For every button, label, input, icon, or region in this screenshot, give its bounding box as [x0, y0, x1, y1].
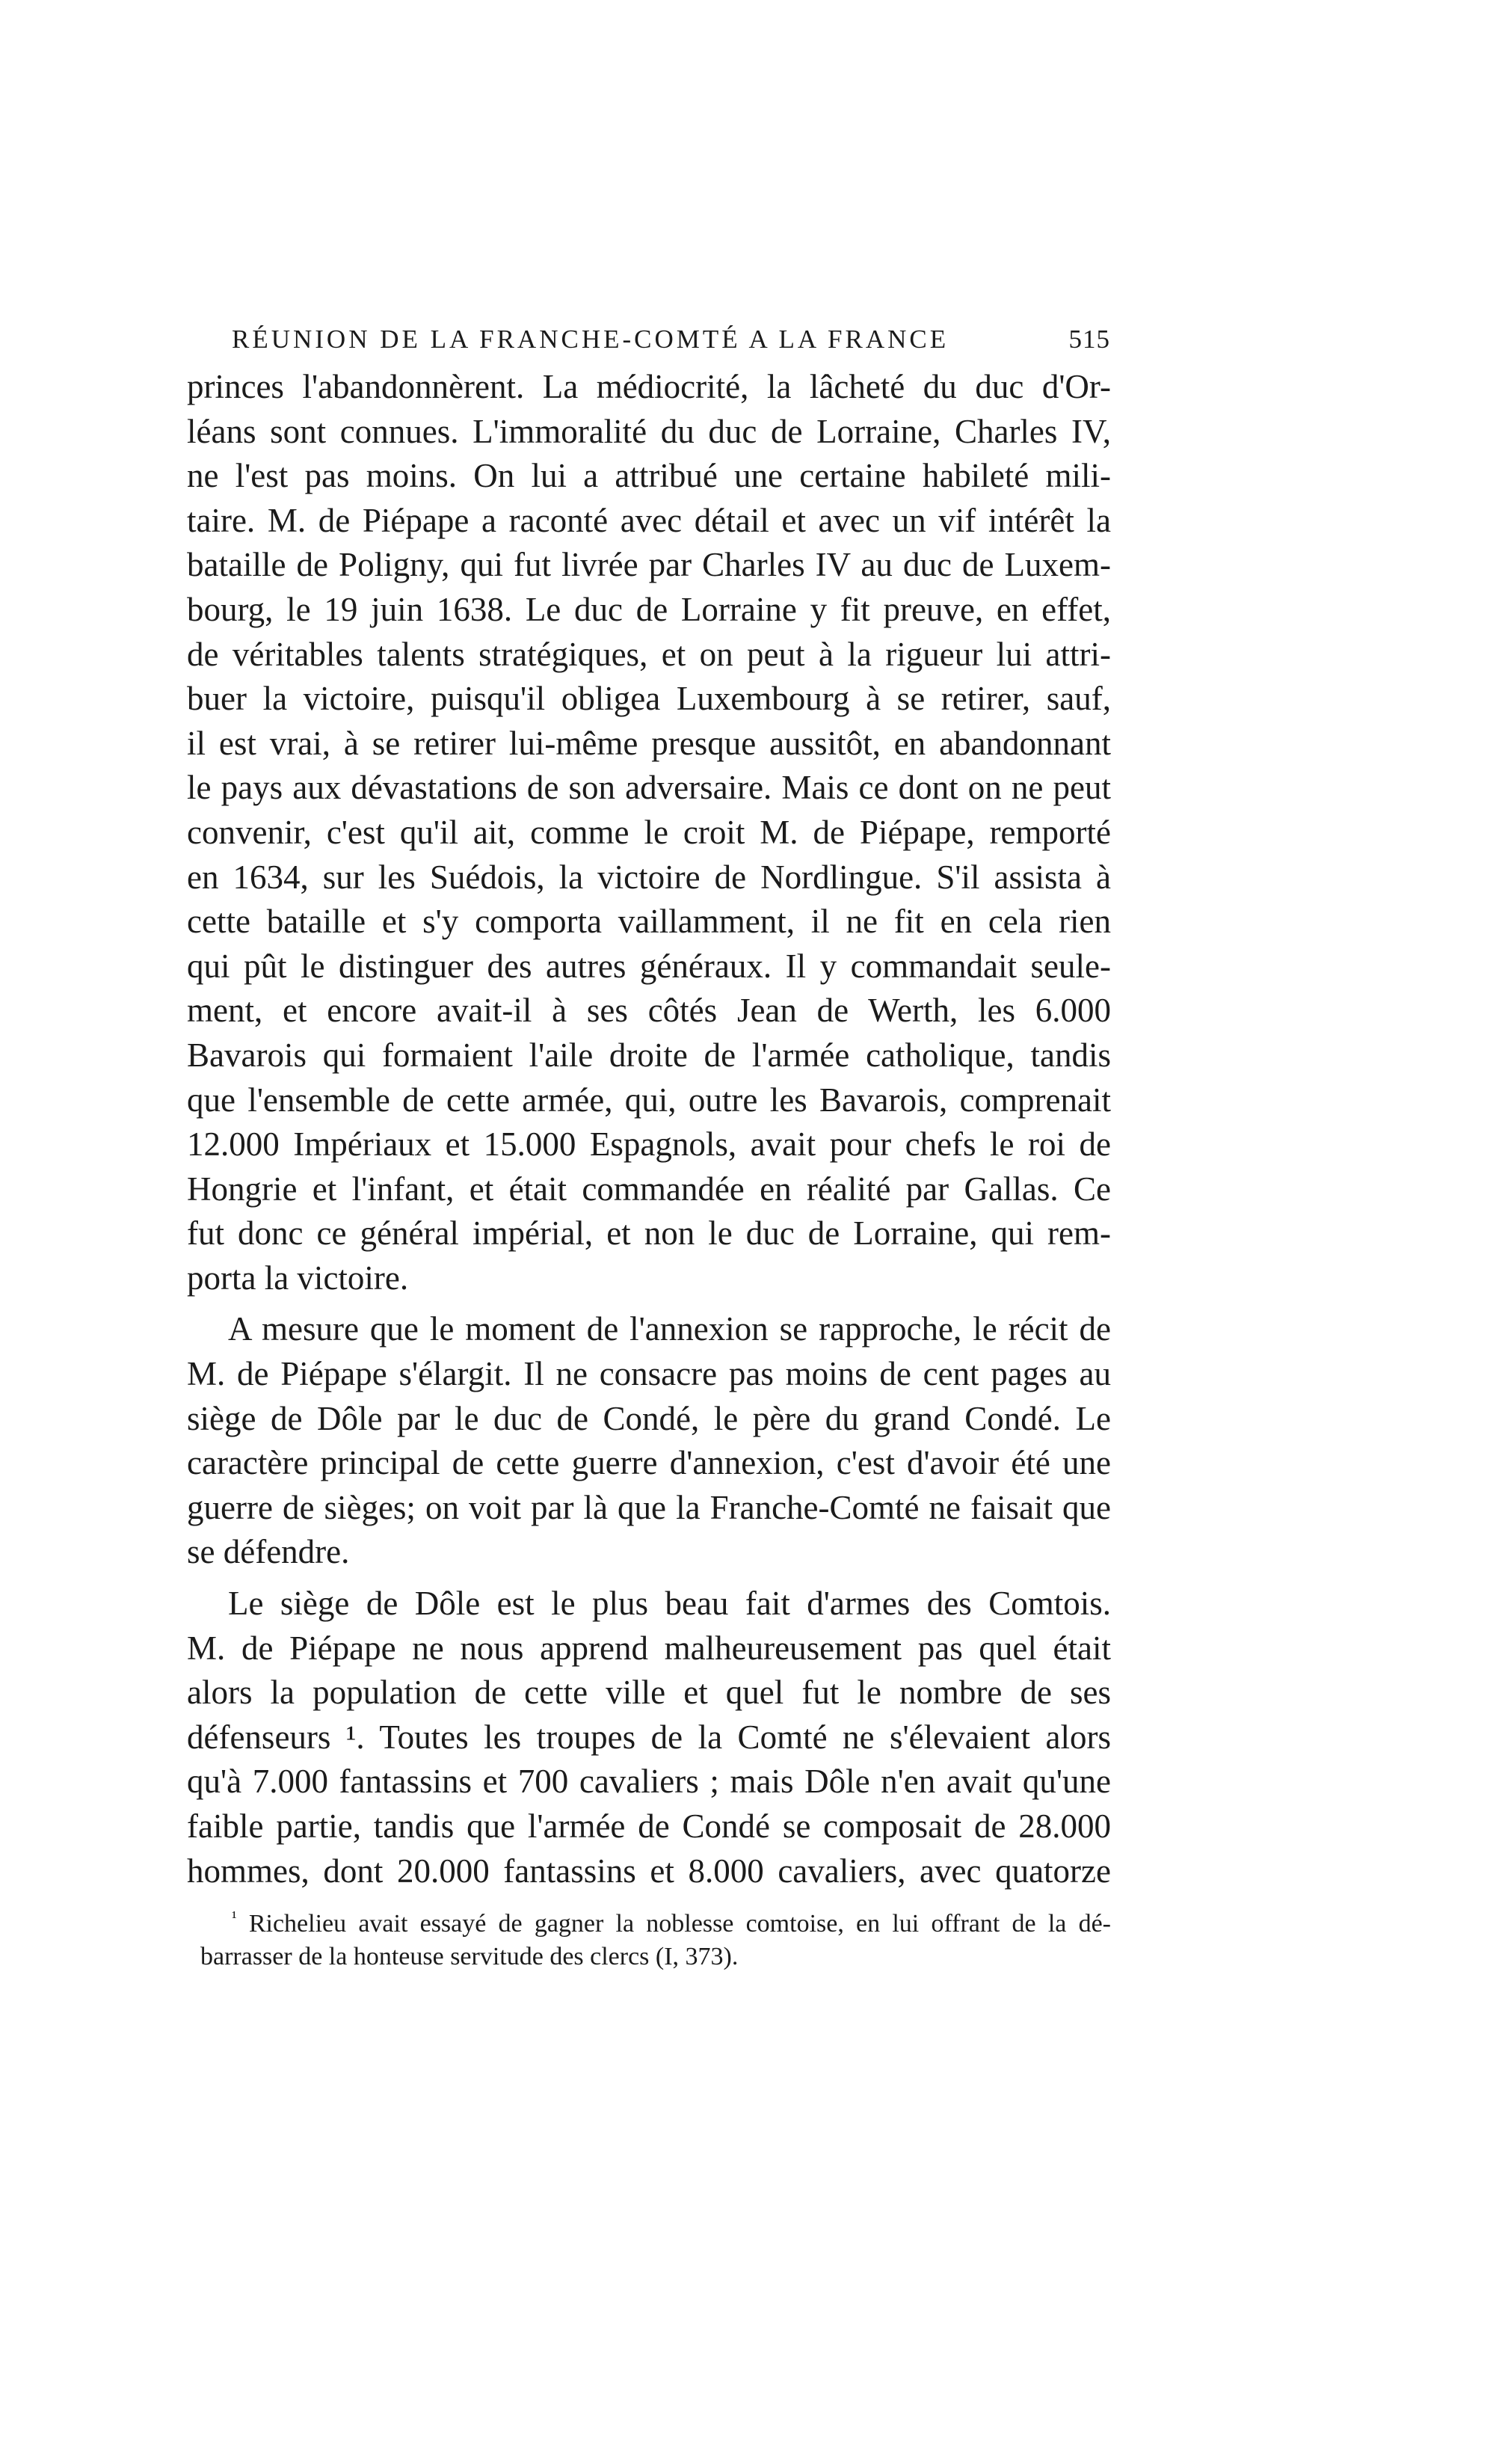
- text-line: il est vrai, à se retirer lui-même presque aussitôt, en abandonnant: [187, 724, 1111, 762]
- text-line: léans sont connues. L'immoralité du duc de Lorraine, Charles IV,: [187, 412, 1111, 450]
- footnote-line: [200, 1901, 1111, 1941]
- text-line: buer la victoire, puisqu'il obligea Luxembourg à se retirer, sauf,: [187, 680, 1111, 718]
- text-line: taire. M. de Piépape a raconté avec détail et avec un vif intérêt la: [187, 501, 1111, 539]
- text-line: 12.000 Impériaux et 15.000 Espagnols, avait pour chefs le roi de: [187, 1125, 1111, 1164]
- running-title: RÉUNION DE LA FRANCHE-COMTÉ A LA FRANCE: [232, 325, 949, 354]
- text-line: bourg, le 19 juin 1638. Le duc de Lorraine y fit preuve, en effet,: [187, 590, 1111, 628]
- text-line: caractère principal de cette guerre d'annexion, c'est d'avoir été une: [187, 1444, 1111, 1482]
- text-line: siège de Dôle par le duc de Condé, le père du grand Condé. Le: [187, 1399, 1111, 1437]
- text-line: guerre de sièges; on voit par là que la Franche-Comté ne faisait que: [187, 1488, 1111, 1526]
- text-line: hommes, dont 20.000 fantassins et 8.000 cavaliers, avec quatorze: [187, 1852, 1111, 1890]
- footnote-marker: ¹: [232, 1908, 237, 1926]
- page-number: 515: [1068, 325, 1110, 354]
- body-text: [187, 365, 1111, 1893]
- paragraph-2: [187, 1307, 1111, 1575]
- text-line: se défendre.: [187, 1533, 350, 1571]
- text-line: que l'ensemble de cette armée, qui, outre les Bavarois, comprenait: [187, 1081, 1111, 1119]
- text-line: fut donc ce général impérial, et non le duc de Lorraine, qui rem-: [187, 1214, 1111, 1253]
- text-line: ment, et encore avait-il à ses côtés Jean de Werth, les 6.000: [187, 992, 1111, 1030]
- text-line: en 1634, sur les Suédois, la victoire de Nordlingue. S'il assista à: [187, 858, 1111, 896]
- text-line: alors la population de cette ville et quel fut le nombre de ses: [187, 1674, 1111, 1712]
- text-line: A mesure que le moment de l'annexion se rapproche, le récit de: [228, 1310, 1111, 1348]
- paragraph-3: [187, 1582, 1111, 1893]
- text-line: Bavarois qui formaient l'aile droite de l'armée catholique, tandis: [187, 1036, 1111, 1074]
- paragraph-1: [187, 365, 1111, 1300]
- text-line: qui pût le distinguer des autres généraux. Il y commandait seule-: [187, 947, 1111, 985]
- text-line: convenir, c'est qu'il ait, comme le croit M. de Piépape, remporté: [187, 813, 1111, 851]
- text-line: faible partie, tandis que l'armée de Condé se composait de 28.000: [187, 1807, 1111, 1845]
- footnote-line: barrasser de la honteuse servitude des clercs (I, 373).: [200, 1943, 739, 1970]
- footnote: [200, 1901, 1111, 1973]
- footnote-text: Richelieu avait essayé de gagner la noblesse comtoise, en lui offrant de la dé-: [248, 1910, 1111, 1938]
- text-line: porta la victoire.: [187, 1259, 409, 1297]
- text-line: le pays aux dévastations de son adversaire. Mais ce dont on ne peut: [187, 769, 1111, 807]
- text-line: Hongrie et l'infant, et était commandée en réalité par Gallas. Ce: [187, 1170, 1111, 1208]
- text-line: cette bataille et s'y comporta vaillamment, il ne fit en cela rien: [187, 903, 1111, 941]
- text-line: M. de Piépape s'élargit. Il ne consacre pas moins de cent pages au: [187, 1355, 1111, 1393]
- text-line: qu'à 7.000 fantassins et 700 cavaliers ; mais Dôle n'en avait qu'une: [187, 1763, 1111, 1801]
- text-line: M. de Piépape ne nous apprend malheureusement pas quel était: [187, 1629, 1111, 1667]
- text-line: princes l'abandonnèrent. La médiocrité, la lâcheté du duc d'Or-: [187, 368, 1111, 405]
- text-line: de véritables talents stratégiques, et on peut à la rigueur lui attri-: [187, 635, 1111, 673]
- text-line: Le siège de Dôle est le plus beau fait d'armes des Comtois.: [228, 1585, 1111, 1623]
- text-line: bataille de Poligny, qui fut livrée par Charles IV au duc de Luxem-: [187, 546, 1111, 584]
- text-line: ne l'est pas moins. On lui a attribué une certaine habileté mili-: [187, 457, 1111, 495]
- text-line: défenseurs ¹. Toutes les troupes de la Comté ne s'élevaient alors: [187, 1718, 1111, 1756]
